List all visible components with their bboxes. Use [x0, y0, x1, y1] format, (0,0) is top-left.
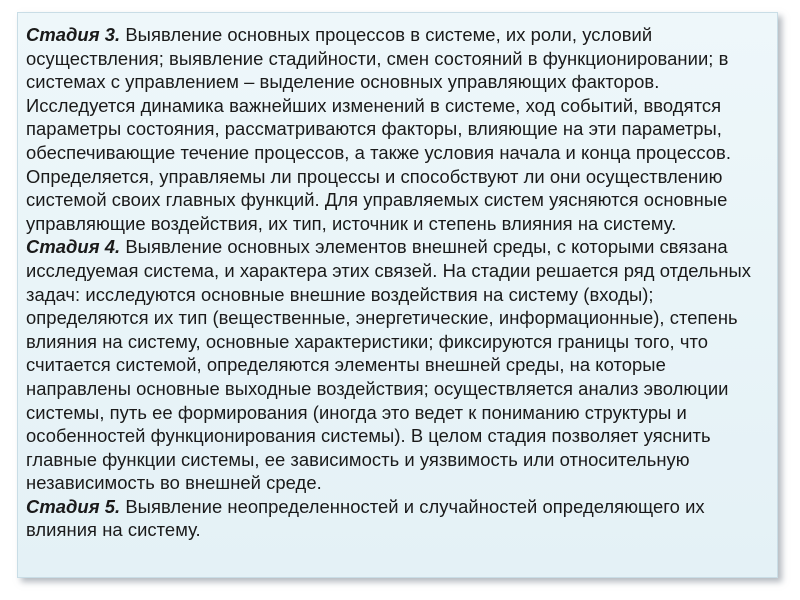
stage-4-text: Выявление основных элементов внешней среды, с которыми связана исследуемая система, и характера этих связей. На стадии решается ряд отдельных задач: исследуются основные внешние воздействия на систему (входы); определяются их тип (вещественные, энергетические, информационные), степень влияния на систему, основные характеристики; фиксируются границы того, что считается системой, определяются элементы внешней среды, на которые направлены основные выходные воздействия; осуществляется анализ эволюции системы, путь ее формирования (иногда это ведет к пониманию структуры и особенностей функционирования системы). В целом стадия позволяет уяснить главные функции системы, ее зависимость и уязвимость или относительную независимость во внешней среде. [26, 236, 752, 494]
stage-3-paragraph [26, 23, 765, 235]
stage-4-paragraph [26, 235, 765, 495]
stage-3-text: Выявление основных процессов в системе, их роли, условий осуществления; выявление стадийности, смен состояний в функционировании; в системах с управлением – выделение основных управляющих факторов. Исследуется динамика важнейших изменений в системе, ход событий, вводятся параметры состояния, рассматриваются факторы, влияющие на эти параметры, обеспечивающие течение процессов, а также условия начала и конца процессов. Определяется, управляемы ли процессы и способствуют ли они осуществлению системой своих главных функций. Для управляемых систем уясняются основные управляющие воздействия, их тип, источник и степень влияния на систему. [26, 24, 732, 234]
stage-5-label: Стадия 5. [26, 495, 121, 517]
slide-text-box [17, 12, 778, 578]
stage-3-label: Стадия 3. [26, 24, 121, 45]
stage-5-paragraph [26, 495, 765, 542]
stage-4-label: Стадия 4. [26, 236, 121, 258]
stage-5-text: Выявление неопределенностей и случайностей определяющего их влияния на систему. [26, 495, 705, 541]
